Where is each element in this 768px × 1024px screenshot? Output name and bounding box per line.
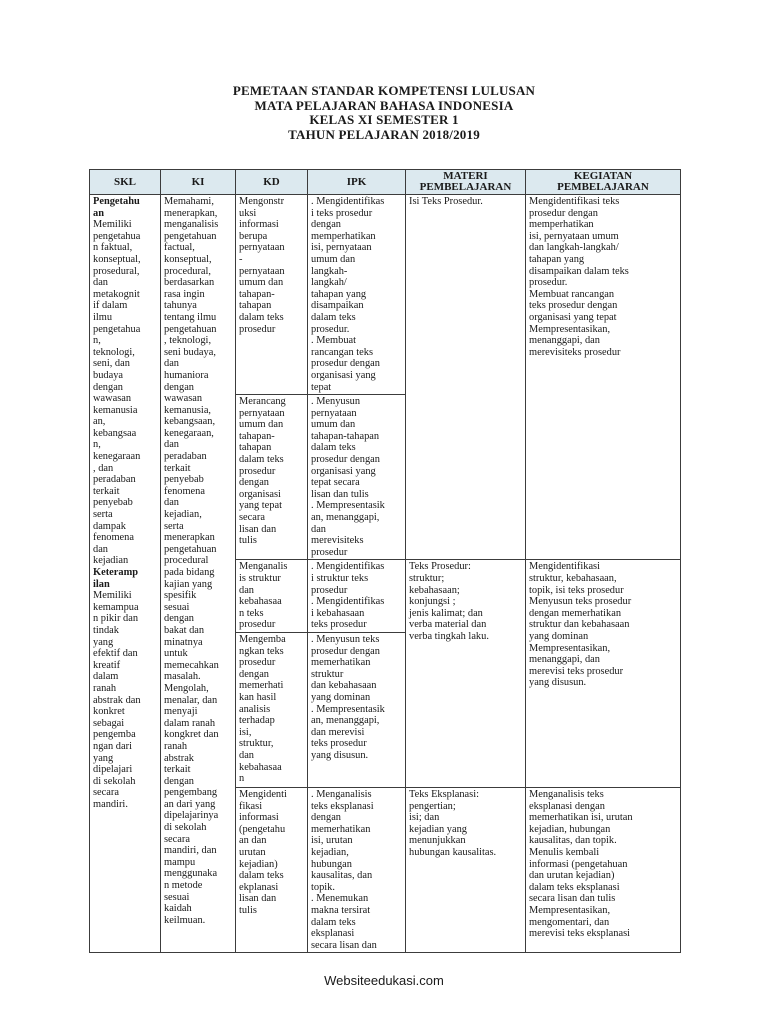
header-ipk: IPK — [308, 170, 406, 195]
kd-cell: Merancang pernyataan umum dan tahapan- tahapan dalam teks prosedur dengan organisasi yang tepat secara lisan dan tulis — [236, 395, 308, 560]
skl-heading-pengetahuan: Pengetahu an — [93, 196, 140, 219]
materi-cell: Teks Prosedur: struktur; kebahasaan; konjungsi ; jenis kalimat; dan verba material dan verba tingkah laku. — [406, 560, 526, 788]
kd-cell: Mengonstr uksi informasi berupa pernyataan - pernyataan umum dan tahapan- tahapan dalam teks prosedur — [236, 195, 308, 395]
footer-watermark: Websiteedukasi.com — [324, 973, 444, 988]
header-skl: SKL — [90, 170, 161, 195]
header-materi: MATERI PEMBELAJARAN — [406, 170, 526, 195]
kd-cell: Menganalis is struktur dan kebahasaa n teks prosedur — [236, 560, 308, 633]
materi-cell: Isi Teks Prosedur. — [406, 195, 526, 560]
ipk-cell: . Menganalisis teks eksplanasi dengan memerhatikan isi, urutan kejadian, hubungan kausalitas, dan topik. . Menemukan makna tersirat dalam teks eksplanasi secara lisan dan — [308, 787, 406, 952]
ipk-cell: . Menyusun pernyataan umum dan tahapan-tahapan dalam teks prosedur dengan organisasi yang tepat secara lisan dan tulis . Mempresentasik an, menanggapi, dan merevisiteks prosedur — [308, 395, 406, 560]
ipk-cell: . Menyusun teks prosedur dengan memerhatikan struktur dan kebahasaan yang dominan . Mempresentasik an, menanggapi, dan merevisi teks prosedur yang disusun. — [308, 632, 406, 787]
skl-text-keterampilan: Memiliki kemampua n pikir dan tindak yang efektif dan kreatif dalam ranah abstrak dan konkret sebagai pengemba ngan dari yang dipelajari di sekolah secara mandiri. — [93, 590, 141, 810]
skl-cell — [90, 195, 161, 953]
kd-cell: Mengemba ngkan teks prosedur dengan memerhati kan hasil analisis terhadap isi, struktur, dan kebahasaa n — [236, 632, 308, 787]
kd-cell: Mengidenti fikasi informasi (pengetahu an dan urutan kejadian) dalam teks ekplanasi lisan dan tulis — [236, 787, 308, 952]
document-title — [0, 84, 768, 142]
table-row — [90, 195, 681, 395]
ipk-cell: . Mengidentifikas i struktur teks prosedur . Mengidentifikas i kebahasaan teks prosedur — [308, 560, 406, 633]
ipk-cell: . Mengidentifikas i teks prosedur dengan memperhatikan isi, pernyataan umum dan langkah- langkah/ tahapan yang disampaikan dalam teks prosedur. . Membuat rancangan teks prosedur dengan organisasi yang tepat — [308, 195, 406, 395]
header-kegiatan: KEGIATAN PEMBELAJARAN — [526, 170, 681, 195]
mapping-table — [89, 169, 681, 953]
title-line-4: TAHUN PELAJARAN 2018/2019 — [288, 126, 480, 142]
skl-heading-keterampilan: Keteramp ilan — [93, 567, 139, 590]
table-header-row — [90, 170, 681, 195]
header-ki: KI — [161, 170, 236, 195]
ki-cell: Memahami, menerapkan, menganalisis pengetahuan factual, konseptual, procedural, berdasarkan rasa ingin tahunya tentang ilmu pengetahuan , teknologi, seni budaya, dan humaniora dengan wawasan kemanusia, kebangsaan, kenegaraan, dan peradaban terkait penyebab fenomena dan kejadian, serta menerapkan pengetahuan procedural pada bidang kajian yang spesifik sesuai dengan bakat dan minatnya untuk memecahkan masalah. Mengolah, menalar, dan menyaji dalam ranah kongkret dan ranah abstrak terkait dengan pengembang an dari yang dipelajarinya di sekolah secara mandiri, dan mampu menggunaka n metode sesuai kaidah keilmuan. — [161, 195, 236, 953]
materi-cell: Teks Eksplanasi: pengertian; isi; dan kejadian yang menunjukkan hubungan kausalitas. — [406, 787, 526, 952]
skl-text-pengetahuan: Memiliki pengetahua n faktual, konseptual, prosedural, dan metakognit if dalam ilmu pengetahua n, teknologi, seni, dan budaya dengan wawasan kemanusia an, kebangsaa n, kenegaraan , dan peradaban terkait penyebab serta dampak fenomena dan kejadian — [93, 219, 141, 567]
kegiatan-cell: Menganalisis teks eksplanasi dengan memerhatikan isi, urutan kejadian, hubungan kausalitas, dan topik. Menulis kembali informasi (pengetahuan dan urutan kejadian) dalam teks eksplanasi secara lisan dan tulis Mempresentasikan, mengomentari, dan merevisi teks eksplanasi — [526, 787, 681, 952]
title-line-1: PEMETAAN STANDAR KOMPETENSI LULUSAN — [232, 83, 536, 98]
kegiatan-cell: Mengidentifikasi struktur, kebahasaan, topik, isi teks prosedur Menyusun teks prosedur dengan memerhatikan struktur dan kebahasaan yang dominan Mempresentasikan, menanggapi, dan merevisi teks prosedur yang disusun. — [526, 560, 681, 788]
header-kd: KD — [236, 170, 308, 195]
title-line-3: KELAS XI SEMESTER 1 — [309, 112, 459, 127]
title-line-2: MATA PELAJARAN BAHASA INDONESIA — [254, 97, 514, 113]
kegiatan-cell: Mengidentifikasi teks prosedur dengan memperhatikan isi, pernyataan umum dan langkah-langkah/ tahapan yang disampaikan dalam teks prosedur. Membuat rancangan teks prosedur dengan organisasi yang tepat Mempresentasikan, menanggapi, dan merevisiteks prosedur — [526, 195, 681, 560]
